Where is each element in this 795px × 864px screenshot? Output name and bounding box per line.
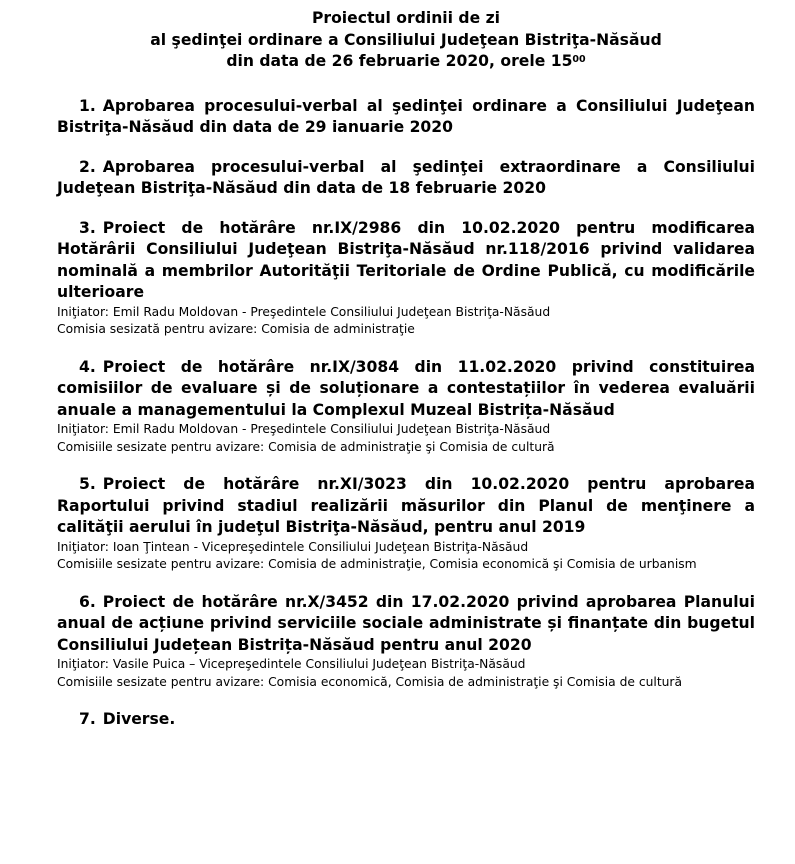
agenda-item-title <box>57 709 755 731</box>
agenda-item-number: 7. <box>79 710 96 728</box>
agenda-item-initiator: Iniţiator: Emil Radu Moldovan - Preşedintele Consiliului Judeţean Bistriţa-Năsăud <box>57 304 551 319</box>
agenda-item-title <box>57 474 755 539</box>
agenda-item-text: Aprobarea procesului-verbal al şedinţei extraordinare a Consiliului Judeţean Bistriţa-Năsăud din data de 18 februarie 2020 <box>57 157 755 197</box>
agenda-item-4 <box>57 357 755 457</box>
agenda-item-6 <box>57 592 755 692</box>
agenda-item-2 <box>57 157 755 200</box>
header-date: din data de 26 februarie 2020, orele 15 <box>226 52 573 70</box>
header-time-minutes: 00 <box>572 54 586 65</box>
header-title: Proiectul ordinii de zi <box>311 9 501 27</box>
agenda-item-7 <box>57 709 755 731</box>
agenda-item-title <box>57 592 755 657</box>
agenda-item-title <box>57 218 755 304</box>
agenda-item-text: Aprobarea procesului-verbal al şedinţei ordinare a Consiliului Judeţean Bistriţa-Năsăud din data de 29 ianuarie 2020 <box>57 96 755 136</box>
agenda-item-initiator: Iniţiator: Emil Radu Moldovan - Preşedintele Consiliului Judeţean Bistriţa-Năsăud <box>57 422 551 436</box>
agenda-item-meta <box>57 539 755 574</box>
agenda-item-text: Proiect de hotărâre nr.X/3452 din 17.02.2020 privind aprobarea Planului anual de acțiune privind serviciile sociale administrate și finanțate din bugetul Consiliului Județean Bistrița-Năsăud pentru anul 2020 <box>57 592 755 654</box>
agenda-item-meta <box>57 656 755 691</box>
agenda-item-initiator: Iniţiator: Ioan Ţintean - Vicepreşedintele Consiliului Judeţean Bistriţa-Năsăud <box>57 539 529 554</box>
agenda-item-number: 5. <box>79 475 96 493</box>
agenda-item-initiator: Iniţiator: Vasile Puica – Vicepreşedintele Consiliului Judeţean Bistriţa-Năsăud <box>57 657 526 671</box>
document-header <box>57 8 755 73</box>
agenda-item-meta <box>57 421 755 456</box>
header-subtitle: al şedinţei ordinare a Consiliului Judeţean Bistriţa-Năsăud <box>150 30 662 49</box>
agenda-item-title <box>57 157 755 200</box>
agenda-item-text: Proiect de hotărâre nr.IX/2986 din 10.02.2020 pentru modificarea Hotărârii Consiliului Judeţean Bistriţa-Năsăud nr.118/2016 privind validarea nominală a membrilor Autorităţii Teritoriale de Ordine Publică, cu modificările ulterioare <box>57 218 755 301</box>
agenda-item-commission: Comisia sesizată pentru avizare: Comisia de administraţie <box>57 322 415 336</box>
agenda-item-meta <box>57 304 755 339</box>
agenda-item-number: 4. <box>79 357 96 376</box>
agenda-item-number: 2. <box>79 157 96 176</box>
agenda-item-commission: Comisiile sesizate pentru avizare: Comisia economică, Comisia de administraţie şi Comisia de cultură <box>57 674 683 689</box>
agenda-item-3 <box>57 218 755 339</box>
agenda-item-commission: Comisiile sesizate pentru avizare: Comisia de administraţie, Comisia economică şi Comisia de urbanism <box>57 557 697 571</box>
agenda-item-commission: Comisiile sesizate pentru avizare: Comisia de administraţie şi Comisia de cultură <box>57 439 555 454</box>
header-date-line <box>57 51 755 73</box>
agenda-item-5 <box>57 474 755 574</box>
agenda-item-text: Proiect de hotărâre nr.IX/3084 din 11.02.2020 privind constituirea comisiilor de evaluare și de soluționare a contestațiilor în vederea evaluării anuale a managementului la Complexul Muzeal Bistrița-Năsăud <box>57 357 755 419</box>
agenda-item-title <box>57 357 755 422</box>
agenda-item-number: 1. <box>79 96 96 115</box>
document-page <box>57 8 755 749</box>
agenda-item-title <box>57 96 755 139</box>
agenda-item-text: Proiect de hotărâre nr.XI/3023 din 10.02.2020 pentru aprobarea Raportului privind stadiul realizării măsurilor din Planul de menţinere a calităţii aerului în judeţul Bistriţa-Năsăud, pentru anul 2019 <box>57 475 755 536</box>
agenda-item-number: 6. <box>79 592 96 611</box>
agenda-item-number: 3. <box>79 218 96 237</box>
agenda-item-1 <box>57 96 755 139</box>
agenda-item-text: Diverse. <box>102 710 176 728</box>
